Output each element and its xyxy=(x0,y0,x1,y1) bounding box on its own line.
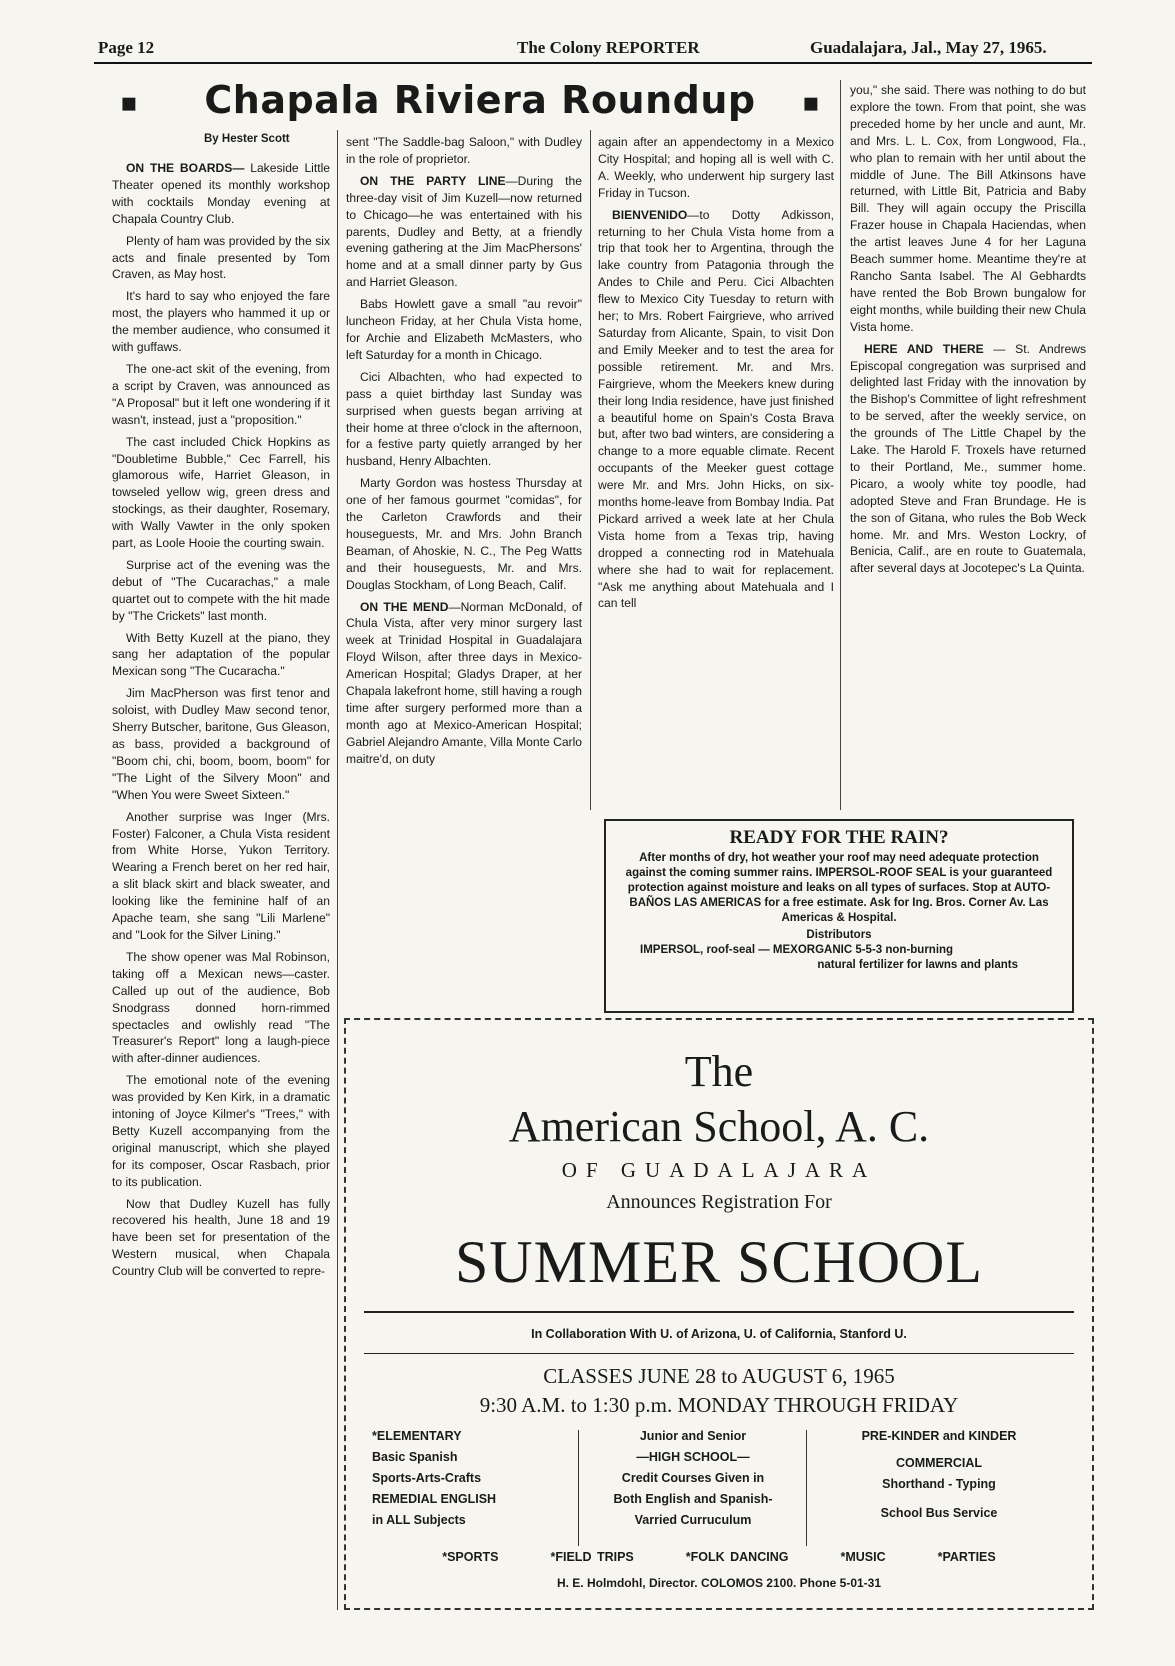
paragraph-text: It's hard to say who enjoyed the fare most, the players who hammed it up or the member audience, who consumed it with guffaws. xyxy=(112,289,330,355)
article-paragraph xyxy=(112,630,330,681)
article-paragraph xyxy=(112,434,330,552)
program-line: *ELEMENTARY xyxy=(372,1429,462,1443)
school-name: American School, A. C. xyxy=(508,1102,930,1151)
school-class-hours: 9:30 A.M. to 1:30 p.m. MONDAY THROUGH FRIDAY xyxy=(479,1393,959,1417)
program-separator xyxy=(806,1430,807,1546)
program-line: Basic Spanish xyxy=(372,1450,458,1464)
school-city: OF GUADALAJARA xyxy=(561,1158,877,1182)
article-column-1 xyxy=(112,160,330,1608)
kinder-program xyxy=(814,1426,1064,1524)
program-line: —HIGH SCHOOL— xyxy=(636,1450,750,1464)
paragraph-text: Plenty of ham was provided by the six acts and finale presented by Tom Craven, as May host. xyxy=(112,233,330,282)
rain-ad-distributors: Distributors xyxy=(806,929,872,941)
article-paragraph xyxy=(346,599,582,768)
title-bullet-right: ▪ xyxy=(802,88,820,118)
summer-school-advertisement xyxy=(344,1018,1094,1610)
program-line: in ALL Subjects xyxy=(372,1513,466,1527)
program-line: REMEDIAL ENGLISH xyxy=(372,1492,497,1506)
paragraph-text: The one-act skit of the evening, from a script by Craven, was announced as "A Proposal" but it left one wondering if it wasn't, instead, just a "proposition." xyxy=(112,361,330,427)
school-ad-rule-2 xyxy=(364,1353,1074,1354)
activity-item: *MUSIC xyxy=(840,1550,886,1564)
paragraph-text: —to Dotty Adkisson, returning to her Chula Vista home from a trip that took her to Argentina, through the lake country from Patagonia through the Andes to Chile and Peru. Cici Albachten flew to Mexico City Tuesday to return with her; to Mrs. Robert Fairgrieve, who arrived Saturday from Alicante, Spain, to visit Don and Emily Meeker and to test the area for possible retirement. Mr. and Mrs. Fairgrieve, whom the Meekers knew during their long India residence, have just finished a beautiful home on Spain's Costa Brava but, after two bad winters, are considering a change to a more equable climate. Recent occupants of the Meeker guest cottage were Mr. and Mrs. John Hicks, on six-months home-leave from Bombay India. Pat Pickard arrived a week late at her Chula Vista home from a Texas trip, having dropped a connecting rod in Matehuala where she had to wait for replacement. "Ask me anything about Matehuala and I can tell xyxy=(598,207,834,611)
paragraph-text: — St. Andrews Episcopal congregation was surprised and delighted last Friday with the innovation by the Bishop's Committee of light refreshment to be served, after the weekly service, on the grounds of The Little Chapel by the Lake. The Harold F. Troxels have returned to their Portland, Me., summer home. Picaro, a wooly white toy poodle, had adopted Steve and Fran Brundage. He is the son of Gitana, who rules the Bob Weck home. Mr. and Mrs. Weston Lockry, of Benicia, Calif., are en route to Guatemala, after several days at Jocotepec's La Quinta. xyxy=(850,341,1086,576)
section-heading: ON THE BOARDS— xyxy=(126,161,245,175)
article-paragraph xyxy=(112,1196,330,1281)
article-column-3 xyxy=(598,134,834,814)
paragraph-text: Cici Albachten, who had expected to pass a quiet birthday last Sunday was surprised when guests began arriving at their home at three o'clock in the afternoon, for a festive party quietly arranged by her husband, Henry Albachten. xyxy=(346,369,582,469)
program-line: School Bus Service xyxy=(880,1506,998,1520)
program-line: Sports-Arts-Crafts xyxy=(372,1471,482,1485)
paragraph-text: Jim MacPherson was first tenor and soloist, with Dudley Maw second tenor, Sherry Butscher, baritone, Gus Gleason, as bass, provided a background of "Boom chi, chi, boom, boom, boom" for "The Light of the Silvery Moon" and "When You were Sweet Sixteen." xyxy=(112,686,330,802)
article-paragraph xyxy=(346,134,582,168)
activity-item: *FOLK DANCING xyxy=(685,1550,789,1564)
article-column-4 xyxy=(850,82,1086,812)
article-paragraph xyxy=(346,369,582,470)
roof-seal-advertisement xyxy=(604,819,1074,1013)
paragraph-text: The show opener was Mal Robinson, taking off a Mexican news—caster. Called up out of the audience, Bob Snodgrass donned horn-rimmed spectacles and owlishly read "The Treasurer's Report" long a laugh-piece with after-dinner audiences. xyxy=(112,949,330,1066)
article-paragraph xyxy=(346,296,582,364)
paragraph-text: again after an appendectomy in a Mexico City Hospital; and hoping all is well with C. A. Weekly, who underwent hip surgery last Friday in Tucson. xyxy=(598,135,834,200)
school-ad-the: The xyxy=(684,1047,754,1096)
title-bullet-left: ▪ xyxy=(120,88,138,118)
paragraph-text: Now that Dudley Kuzell has fully recovered his health, June 18 and 19 have been set for presentation of the Western musical, when Chapala Country Club will be converted to repre- xyxy=(112,1196,330,1279)
paragraph-text: —Norman McDonald, of Chula Vista, after very minor surgery last week at Trinidad Hospital in Guadalajara Floyd Wilson, after three days in Mexico-American Hospital; Gladys Draper, at her Chapala lakefront home, still having a rough time after surgery performed more than a month ago at Mexico-American Hospital; Gabriel Alejandro Amante, Villa Monte Carlo maitre'd, on duty xyxy=(346,599,582,766)
paragraph-text: The cast included Chick Hopkins as "Doubletime Bubble," Cec Farrell, his glamorous wife, Harriet Gleason, in towseled yellow wig, green dress and stockings, as their daughter, Rosemary, with Wally Vawter in the only spoken part, as Loole Hooie the courting swain. xyxy=(112,434,330,551)
activity-item: *PARTIES xyxy=(937,1550,996,1564)
paragraph-text: sent "The Saddle-bag Saloon," with Dudley in the role of proprietor. xyxy=(346,135,582,166)
program-line: PRE-KINDER and KINDER xyxy=(861,1429,1017,1443)
article-paragraph xyxy=(112,949,330,1067)
program-line: COMMERCIAL xyxy=(895,1456,983,1470)
program-separator xyxy=(578,1430,579,1546)
activity-item: *SPORTS xyxy=(442,1550,499,1564)
masthead-rule xyxy=(94,62,1092,64)
section-heading: ON THE PARTY LINE xyxy=(360,173,506,188)
paragraph-text: —During the three-day visit of Jim Kuzell—now returned to Chicago—he was entertained with his parents, Dudley and Betty, at a friendly evening gathering at the Jim MacPhersons' home and at a small dinner party by Gus and Harriet Gleason. xyxy=(346,173,582,290)
school-announcement: Announces Registration For xyxy=(606,1191,832,1213)
column-rule-2 xyxy=(590,130,591,810)
school-activities xyxy=(346,1550,1092,1564)
program-line: Credit Courses Given in xyxy=(621,1471,765,1485)
article-paragraph xyxy=(112,557,330,625)
rain-ad-title: READY FOR THE RAIN? xyxy=(729,827,949,848)
rain-ad-products-line-2: natural fertilizer for lawns and plants xyxy=(817,959,1018,971)
rain-ad-products-line-1: IMPERSOL, roof-seal — MEXORGANIC 5-5-3 non-burning xyxy=(640,944,954,956)
dateline: Guadalajara, Jal., May 27, 1965. xyxy=(810,38,1047,57)
section-heading: BIENVENIDO xyxy=(612,207,688,222)
program-line: Varried Curruculum xyxy=(634,1513,752,1527)
section-heading: ON THE MEND xyxy=(360,599,449,614)
school-collaboration: In Collaboration With U. of Arizona, U. of California, Stanford U. xyxy=(531,1327,907,1341)
article-paragraph xyxy=(850,82,1086,336)
paragraph-text: Lakeside Little Theater opened its monthly workshop with cocktails Monday evening at Chapala Country Club. xyxy=(112,161,330,226)
article-paragraph xyxy=(112,361,330,429)
paragraph-text: The emotional note of the evening was provided by Ken Kirk, in a dramatic intoning of Joyce Kilmer's "Trees," with Betty Kuzell accompanying from the original manuscript, which she played for its composer, Oscar Rasbach, prior to its publication. xyxy=(112,1073,330,1189)
paragraph-text: Another surprise was Inger (Mrs. Foster) Falconer, a Chula Vista resident from White Horse, Yukon Territory. Wearing a French beret on her red hair, a slit black skirt and black sweater, and looking like the feminine half of an Apache team, she sang "Lili Marlene" and "Look for the Silver Lining." xyxy=(112,809,330,942)
activity-item: *FIELD TRIPS xyxy=(550,1550,634,1564)
school-ad-rule xyxy=(364,1311,1074,1313)
article-paragraph xyxy=(112,160,330,228)
paragraph-text: With Betty Kuzell at the piano, they sang her adaptation of the popular Mexican song "The Cucaracha." xyxy=(112,630,330,679)
article-paragraph xyxy=(112,288,330,356)
program-line: Junior and Senior xyxy=(639,1429,747,1443)
school-director-contact: H. E. Holmdohl, Director. COLOMOS 2100. Phone 5-01-31 xyxy=(556,1576,882,1590)
rain-ad-body: After months of dry, hot weather your roof may need adequate protection against the coming summer rains. IMPERSOL-ROOF SEAL is your guaranteed protection against moisture and leaks on all types of surfaces. Stop at AUTO-BAÑOS LAS AMERICAS for a free estimate. Ask for Ing. Bros. Corner Av. Las Americas & Hospital. xyxy=(625,852,1053,924)
school-class-dates: CLASSES JUNE 28 to AUGUST 6, 1965 xyxy=(543,1364,895,1388)
article-title: Chapala Riviera Roundup xyxy=(204,78,756,122)
high-school-program xyxy=(588,1426,798,1531)
article-paragraph xyxy=(112,685,330,803)
paragraph-text: Babs Howlett gave a small "au revoir" luncheon Friday, at her Chula Vista home, for Archie and Elizabeth McMasters, who left Saturday for a month in Chicago. xyxy=(346,297,582,362)
newspaper-name: The Colony REPORTER xyxy=(517,38,700,57)
article-paragraph xyxy=(112,809,330,944)
article-paragraph xyxy=(112,1072,330,1190)
school-programs xyxy=(346,1426,1092,1546)
paragraph-text: Marty Gordon was hostess Thursday at one of her famous gourmet "comidas", for the Carleton Crawfords and their houseguests, Mr. and Mrs. John Branch Beaman, of Ahoskie, N. C., The Peg Watts and their houseguests, Mr. and Mrs. Douglas Stockham, of Long Beach, Calif. xyxy=(346,476,582,592)
article-paragraph xyxy=(346,173,582,291)
page-number: Page 12 xyxy=(98,38,155,57)
paragraph-text: Surprise act of the evening was the debut of "The Cucarachas," a male quartet out to compete with the hit made by "The Crickets" last month. xyxy=(112,557,330,623)
program-line: Both English and Spanish- xyxy=(613,1492,773,1506)
section-heading: HERE AND THERE xyxy=(864,341,984,356)
column-rule-1 xyxy=(337,130,338,1610)
article-paragraph xyxy=(850,341,1086,578)
article-paragraph xyxy=(346,475,582,593)
summer-school-heading: SUMMER SCHOOL xyxy=(454,1229,984,1295)
column-rule-3 xyxy=(840,80,841,810)
byline: By Hester Scott xyxy=(204,133,290,145)
article-paragraph xyxy=(598,134,834,202)
article-paragraph xyxy=(112,233,330,284)
paragraph-text: you," she said. There was nothing to do but explore the town. From that point, she was preceded home by her uncle and aunt, Mr. and Mrs. L. L. Cox, from Longwood, Fla., who plan to remain with her until about the middle of June. The Bill Atkinsons have returned, with Little Bit, Patricia and Baby Bill. They will again occupy the Priscilla Frazer house in Chapala Haciendas, when the artist leaves June 4 for her Laguna Beach summer home. Meantime they're at Rancho Santa Isabel. The Al Gebhardts have rented the Bob Brown bungalow for eight months, while building their new Chula Vista home. xyxy=(850,83,1086,334)
article-paragraph xyxy=(598,207,834,613)
program-line: Shorthand - Typing xyxy=(882,1477,996,1491)
elementary-program xyxy=(372,1426,572,1531)
